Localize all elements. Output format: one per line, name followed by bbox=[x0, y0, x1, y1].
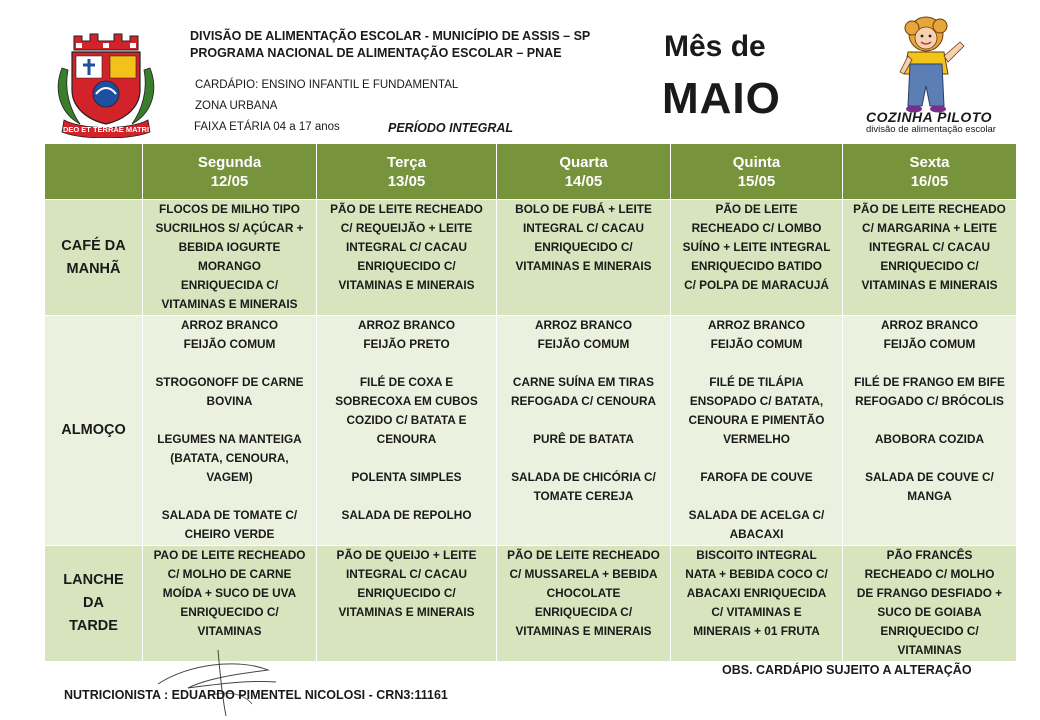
menu-item-line: ENRIQUECIDO C/ bbox=[180, 605, 279, 619]
meal-label-line: MANHÃ bbox=[66, 260, 121, 277]
menu-item-line: BEBIDA IOGURTE bbox=[178, 240, 281, 254]
meal-label-lunch bbox=[45, 316, 143, 546]
menu-item-line: LEGUMES NA MANTEIGA bbox=[157, 432, 302, 446]
menu-item-line: FEIJÃO COMUM bbox=[883, 337, 976, 351]
menu-item-line: SALADA DE CHICÓRIA C/ bbox=[511, 470, 656, 484]
day-header-tuesday: Terça 13/05 bbox=[317, 144, 497, 200]
menu-item-line: MANGA bbox=[907, 489, 952, 503]
crest-motto: DEO ET TERRAE MATRI bbox=[62, 125, 150, 134]
menu-item-line: RECHEADO C/ MOLHO bbox=[864, 567, 995, 581]
menu-item-line: MINERAIS + 01 FRUTA bbox=[693, 624, 820, 638]
menu-item-line: ABACAXI bbox=[729, 527, 784, 541]
menu-item-line: ABOBORA COZIDA bbox=[874, 432, 984, 446]
menu-item-line: C/ MOLHO DE CARNE bbox=[167, 567, 292, 581]
menu-item-line: VITAMINAS bbox=[197, 624, 262, 638]
menu-item-line: ABACAXI ENRIQUECIDA bbox=[686, 586, 827, 600]
menu-item-line: POLENTA SIMPLES bbox=[351, 470, 462, 484]
menu-item-line: PAO DE LEITE RECHEADO bbox=[153, 548, 306, 562]
menu-item-line: CARNE SUÍNA EM TIRAS bbox=[512, 375, 655, 389]
menu-item-line: ENRIQUECIDA C/ bbox=[534, 605, 633, 619]
menu-item-line: VERMELHO bbox=[723, 432, 790, 446]
menu-item-line: PÃO FRANCÊS bbox=[886, 548, 973, 562]
header-institution bbox=[190, 28, 590, 62]
menu-item-line: DE FRANGO DESFIADO + bbox=[856, 586, 1003, 600]
menu-item-line: MOÍDA + SUCO DE UVA bbox=[162, 586, 297, 600]
meal-label-line: CAFÉ DA bbox=[61, 237, 126, 254]
menu-item-line: ARROZ BRANCO bbox=[358, 318, 455, 332]
menu-cell-lunch-tuesday bbox=[317, 316, 497, 546]
menu-item-line: VITAMINAS bbox=[897, 643, 962, 657]
menu-item-line: SALADA DE ACELGA C/ bbox=[688, 508, 825, 522]
brand-name: COZINHA PILOTO bbox=[866, 109, 992, 125]
menu-item-line: REFOGADA C/ CENOURA bbox=[510, 394, 657, 408]
menu-item-line: CENOURA E PIMENTÃO bbox=[688, 413, 825, 427]
menu-item-line: SUCRILHOS S/ AÇÚCAR + bbox=[155, 221, 304, 235]
menu-item-line: C/ MARGARINA + LEITE bbox=[862, 221, 997, 235]
menu-item-line: FILÉ DE FRANGO EM BIFE bbox=[854, 375, 1005, 389]
menu-item-line: SOBRECOXA EM CUBOS bbox=[335, 394, 478, 408]
menu-item-line: VAGEM) bbox=[206, 470, 253, 484]
menu-item-line: ENRIQUECIDO BATIDO bbox=[691, 259, 822, 273]
meal-label-breakfast bbox=[45, 200, 143, 316]
menu-item-line: VITAMINAS E MINERAIS bbox=[161, 297, 298, 311]
menu-item-line: (BATATA, CENOURA, bbox=[170, 451, 289, 465]
menu-item-line: ENRIQUECIDO C/ bbox=[357, 259, 456, 273]
menu-cell-breakfast-friday bbox=[843, 200, 1017, 316]
menu-cell-breakfast-tuesday bbox=[317, 200, 497, 316]
meal-label-line: LANCHE bbox=[63, 572, 124, 588]
menu-item-line: NATA + BEBIDA COCO C/ bbox=[685, 567, 828, 581]
menu-cell-breakfast-wednesday bbox=[497, 200, 671, 316]
menu-item-line: PÃO DE LEITE bbox=[715, 202, 798, 216]
header-line-division: DIVISÃO DE ALIMENTAÇÃO ESCOLAR - MUNICÍPIO DE ASSIS – SP bbox=[190, 29, 591, 43]
menu-item-line: BOLO DE FUBÁ + LEITE bbox=[515, 202, 652, 216]
menu-item-line: MORANGO bbox=[198, 259, 261, 273]
menu-item-line: CENOURA bbox=[376, 432, 437, 446]
meal-row-lunch bbox=[45, 316, 1017, 546]
menu-item-line: VITAMINAS E MINERAIS bbox=[861, 278, 998, 292]
menu-item-line: FAROFA DE COUVE bbox=[700, 470, 813, 484]
zona-label: ZONA URBANA bbox=[195, 100, 278, 112]
menu-item-line: VITAMINAS E MINERAIS bbox=[515, 624, 652, 638]
meal-label-afternoon-snack bbox=[45, 546, 143, 662]
periodo-label: PERÍODO INTEGRAL bbox=[388, 121, 514, 135]
menu-item-line: FILÉ DE COXA E bbox=[359, 375, 454, 389]
menu-item-line: SUÍNO + LEITE INTEGRAL bbox=[682, 240, 831, 254]
menu-item-line: ARROZ BRANCO bbox=[535, 318, 632, 332]
menu-item-line: C/ VITAMINAS E bbox=[711, 605, 802, 619]
nutritionist-credit: NUTRICIONISTA : EDUARDO PIMENTEL NICOLOSI - CRN3:11161 bbox=[64, 688, 448, 702]
menu-cell-lunch-friday bbox=[843, 316, 1017, 546]
menu-cell-afternoon-snack-friday bbox=[843, 546, 1017, 662]
meal-label-line: DA bbox=[83, 595, 104, 611]
menu-item-line: FEIJÃO COMUM bbox=[537, 337, 630, 351]
menu-item-line: ARROZ BRANCO bbox=[181, 318, 278, 332]
day-header-friday: Sexta 16/05 bbox=[843, 144, 1017, 200]
table-header-row bbox=[45, 144, 1017, 200]
menu-item-line: C/ MUSSARELA + BEBIDA bbox=[509, 567, 658, 581]
brand-subtitle: divisão de alimentação escolar bbox=[866, 124, 996, 135]
menu-item-line: BISCOITO INTEGRAL bbox=[696, 548, 817, 562]
menu-item-line: ARROZ BRANCO bbox=[708, 318, 805, 332]
menu-item-line: ENRIQUECIDO C/ bbox=[357, 586, 456, 600]
day-header-thursday: Quinta 15/05 bbox=[671, 144, 843, 200]
menu-item-line: PÃO DE QUEIJO + LEITE bbox=[336, 548, 477, 562]
menu-item-line: SALADA DE COUVE C/ bbox=[865, 470, 994, 484]
menu-item-line: STROGONOFF DE CARNE bbox=[155, 375, 304, 389]
menu-item-line: VITAMINAS E MINERAIS bbox=[338, 605, 475, 619]
menu-item-line: ENRIQUECIDO C/ bbox=[880, 624, 979, 638]
menu-table bbox=[44, 143, 1017, 662]
menu-item-line: CHEIRO VERDE bbox=[184, 527, 275, 541]
menu-item-line: REFOGADO C/ BRÓCOLIS bbox=[855, 394, 1004, 408]
coat-of-arms-logo bbox=[52, 28, 160, 138]
menu-cell-lunch-wednesday bbox=[497, 316, 671, 546]
menu-cell-afternoon-snack-thursday bbox=[671, 546, 843, 662]
menu-item-line: C/ POLPA DE MARACUJÁ bbox=[684, 278, 829, 292]
menu-item-line: RECHEADO C/ LOMBO bbox=[691, 221, 822, 235]
day-header-wednesday: Quarta 14/05 bbox=[497, 144, 671, 200]
header-corner-cell bbox=[45, 144, 143, 200]
menu-item-line: VITAMINAS E MINERAIS bbox=[515, 259, 652, 273]
menu-item-line: SUCO DE GOIABA bbox=[877, 605, 982, 619]
menu-cell-lunch-monday bbox=[143, 316, 317, 546]
menu-cell-afternoon-snack-wednesday bbox=[497, 546, 671, 662]
menu-disclaimer: OBS. CARDÁPIO SUJEITO A ALTERAÇÃO bbox=[722, 663, 972, 677]
menu-item-line: SALADA DE REPOLHO bbox=[341, 508, 472, 522]
menu-item-line: ENRIQUECIDO C/ bbox=[534, 240, 633, 254]
menu-item-line: PÃO DE LEITE RECHEADO bbox=[853, 202, 1006, 216]
menu-item-line: PURÊ DE BATATA bbox=[533, 432, 634, 446]
menu-item-line: ARROZ BRANCO bbox=[881, 318, 978, 332]
faixa-etaria-label: FAIXA ETÁRIA 04 a 17 anos bbox=[194, 121, 340, 133]
meal-label-line: ALMOÇO bbox=[61, 422, 126, 438]
menu-item-line: ENSOPADO C/ BATATA, bbox=[689, 394, 824, 408]
menu-item-line: FEIJÃO PRETO bbox=[363, 337, 450, 351]
menu-item-line: FILÉ DE TILÁPIA bbox=[709, 375, 804, 389]
menu-item-line: FEIJÃO COMUM bbox=[183, 337, 276, 351]
menu-item-line: FEIJÃO COMUM bbox=[710, 337, 803, 351]
menu-item-line: TOMATE CEREJA bbox=[533, 489, 634, 503]
menu-item-line: CHOCOLATE bbox=[546, 586, 621, 600]
menu-cell-lunch-thursday bbox=[671, 316, 843, 546]
menu-item-line: PÃO DE LEITE RECHEADO bbox=[507, 548, 660, 562]
signature bbox=[148, 644, 288, 720]
menu-cell-breakfast-thursday bbox=[671, 200, 843, 316]
menu-item-line: SALADA DE TOMATE C/ bbox=[161, 508, 298, 522]
menu-item-line: PÃO DE LEITE RECHEADO bbox=[330, 202, 483, 216]
menu-item-line: VITAMINAS E MINERAIS bbox=[338, 278, 475, 292]
menu-item-line: INTEGRAL C/ CACAU bbox=[345, 567, 468, 581]
menu-item-line: INTEGRAL C/ CACAU bbox=[868, 240, 991, 254]
menu-item-line: C/ REQUEIJÃO + LEITE bbox=[340, 221, 473, 235]
cardapio-label: CARDÁPIO: ENSINO INFANTIL E FUNDAMENTAL bbox=[195, 79, 459, 91]
menu-item-line: COZIDO C/ BATATA E bbox=[346, 413, 467, 427]
menu-item-line: ENRIQUECIDO C/ bbox=[880, 259, 979, 273]
meal-label-line: TARDE bbox=[69, 618, 118, 634]
month-title: MAIO bbox=[662, 74, 781, 123]
meal-row-breakfast bbox=[45, 200, 1017, 316]
menu-item-line: FLOCOS DE MILHO TIPO bbox=[159, 202, 300, 216]
menu-item-line: BOVINA bbox=[206, 394, 253, 408]
menu-item-line: ENRIQUECIDA C/ bbox=[180, 278, 279, 292]
month-caption: Mês de bbox=[664, 30, 766, 63]
menu-cell-afternoon-snack-tuesday bbox=[317, 546, 497, 662]
header-line-program: PROGRAMA NACIONAL DE ALIMENTAÇÃO ESCOLAR – PNAE bbox=[190, 46, 562, 60]
menu-item-line: INTEGRAL C/ CACAU bbox=[522, 221, 645, 235]
day-header-monday: Segunda 12/05 bbox=[143, 144, 317, 200]
menu-item-line: INTEGRAL C/ CACAU bbox=[345, 240, 468, 254]
menu-cell-breakfast-monday bbox=[143, 200, 317, 316]
